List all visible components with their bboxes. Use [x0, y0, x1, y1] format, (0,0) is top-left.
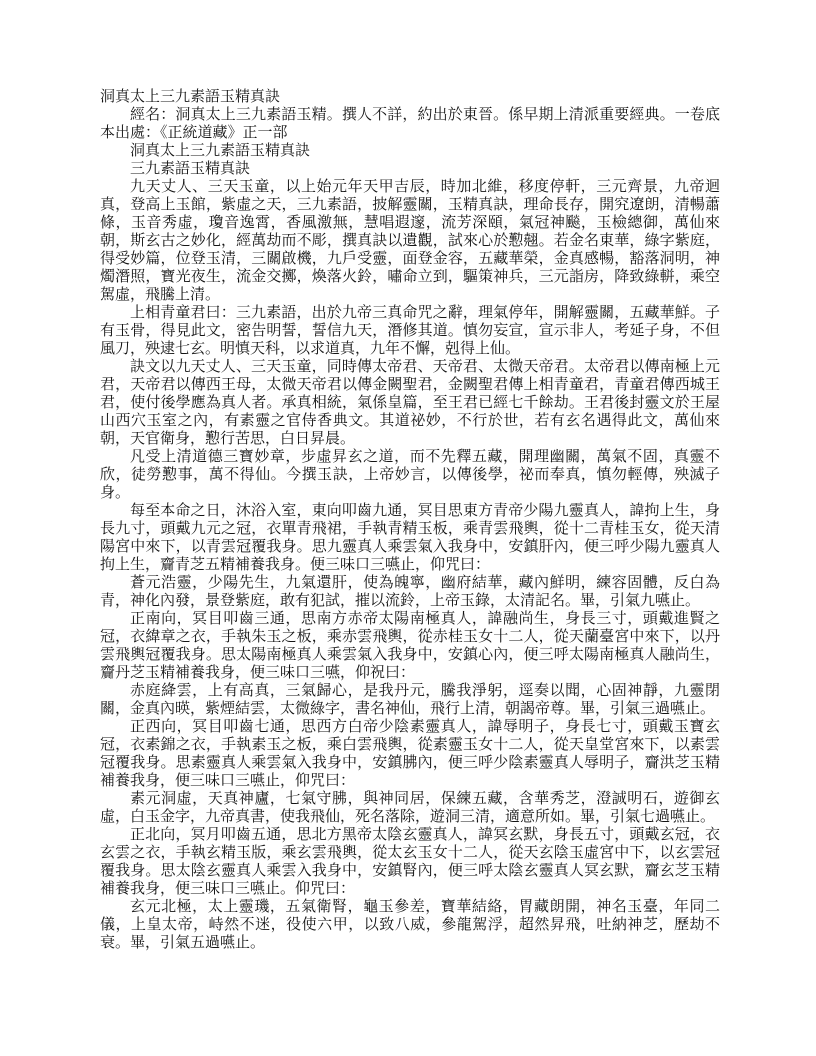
paragraph-section-title: 三九素語玉精真訣: [130, 161, 251, 177]
paragraph: 每至本命之日，沐浴入室，東向叩齒九通，冥目思東方青帝少陽九靈真人，諱拘上生，身長九寸，頭戴九元之冠，衣單青飛裙，手執青精玉板，乘青雲飛輿，從十二青桂玉女，從天清陽宮中來下，以青雲冠覆我身。思九靈真人乘雲氣入我身中，安鎮肝內，便三呼少陽九靈真人拘上生，齎青芝五精補養我身。便三味口三嚥止，仰咒曰：: [100, 503, 720, 573]
paragraph-incantation: 素元洞虛，天真神廬，七氣守胇，與神同居，保練五藏，含華秀芝，澄誠明石，遊御玄虛，白玉金字，九帝真書，使我飛仙，死名落除，遊洞三清，適意所如。畢，引氣七過嚥止。: [100, 791, 720, 825]
paragraph-colophon: 經名：洞真太上三九素語玉精。撰人不詳，約出於東晉。係早期上清派重要經典。一卷底本出處：《正統道藏》正一部: [100, 107, 720, 141]
document-title: 洞真太上三九素語玉精真訣: [100, 89, 281, 105]
paragraph: 訣文以九天丈人、三天玉童，同時傳太帝君、天帝君、太微天帝君。太帝君以傳南極上元君，天帝君以傳西王母，太微天帝君以傳金闕聖君，金闕聖君傳上相青童君，青童君傳西城王君，使付後學應為真人者。承真相統，氣係皇篇，至王君已經七千餘劫。王君後封靈文於王屋山西穴玉室之內，有素靈之官侍香典文。其道祕妙，不行於世，若有玄名遇得此文，萬仙來朝，天官衛身，懃行苦思，白日昇晨。: [100, 359, 720, 447]
paragraph-incantation: 赤庭絳雲，上有高真，三氣歸心，是我丹元，騰我淨躬，逕奏以聞，心固神靜，九靈閉關，金真內暎，紫煙結雲，太微綠字，書名神仙，飛行上清，朝謁帝尊。畢，引氣三過嚥止。: [100, 683, 720, 717]
paragraph: 正南向，冥目叩齒三通，思南方赤帝太陽南極真人，諱融尚生，身長三寸，頭戴進賢之冠，衣緯章之衣，手執朱玉之板，乘赤雲飛輿，從赤桂玉女十二人，從天蘭臺宮中來下，以丹雲飛輿冠覆我身。思太陽南極真人乘雲氣入我身中，安鎮心內，便三呼太陽南極真人融尚生，齎丹芝玉精補養我身，便三味口三嚥，仰祝曰：: [100, 611, 720, 681]
paragraph-incantation: 玄元北極，太上靈璣，五氣衛腎，龜玉參差，寶華結絡，胃藏朗開，神名玉臺，年同二儀，上皇太帝，峙然不迷，役使六甲，以致八威，參龍駕浮，超然昇飛，吐納神芝，歷劫不衰。畢，引氣五過嚥止。: [100, 899, 720, 951]
paragraph-incantation: 蒼元浩靈，少陽先生，九氣還肝，使為魄寧，幽府結華，藏內鮮明，練容固體，反白為青，神化內發，景登紫庭，敢有犯試，摧以流鈴，上帝玉錄，太清記名。畢，引氣九嚥止。: [100, 575, 720, 609]
paragraph: 凡受上清道德三寶妙章，步虛昇玄之道，而不先釋五藏，開理幽關，萬氣不固，真靈不欣，徒勞懃事，萬不得仙。今撰玉訣，上帝妙言，以傳後學，祕而奉真，慎勿輕傳，殃滅子身。: [100, 449, 720, 501]
paragraph: 九天丈人、三天玉童，以上始元年天甲吉辰，時加北維，移度停軒，三元齊景，九帝迴真，登高上玉館，紫虛之天，三九素語，披解靈關，玉精真訣，理命長存，開究遼朗，清暢蕭條，玉音秀虛，瓊音逸霄，香風激無，慧唱遐邃，流芳深頤，氣冠神飈，玉檢總御，萬仙來朝，斯玄古之妙化，經萬劫而不彫，撰真訣以遺觀，試來心於懃翹。若金名東華，綠字紫庭，得受妙篇，位登玉清，三關啟機，九戶受靈，面登金容，五藏華榮，金真感暢，豁落洞明，神燭潛照，寶光夜生，流金交擲，煥落火鈴，嘯命立到，驅策神兵，三元詣房，降致綠軿，乘空駕虛，飛騰上清。: [100, 179, 720, 303]
paragraph-title-repeat: 洞真太上三九素語玉精真訣: [130, 143, 311, 159]
paragraph: 正西向，冥目叩齒七通，思西方白帝少陰素靈真人，諱辱明子，身長七寸，頭戴玉寶玄冠，衣素錦之衣，手執素玉之板，乘白雲飛輿，從素靈玉女十二人，從天皇堂宮來下，以素雲冠覆我身。思素靈真人乘雲氣入我身中，安鎮胇內，便三呼少陰素靈真人辱明子，齎洪芝玉精補養我身，便三味口三嚥止，仰咒曰：: [100, 719, 720, 789]
paragraph: 正北向，冥月叩齒五通，思北方黑帝太陰玄靈真人，諱冥玄默，身長五寸，頭戴玄冠，衣玄雲之衣，手執玄精玉版，乘玄雲飛輿，從太玄玉女十二人，從天玄陰玉虛宮中下，以玄雲冠覆我身。思太陰玄靈真人乘雲入我身中，安鎮腎內，便三呼太陰玄靈真人冥玄默，齎玄芝玉精補養我身，便三味口三嚥止。仰咒曰：: [100, 827, 720, 897]
document-body: [100, 88, 720, 952]
paragraph: 上相青童君曰：三九素語，出於九帝三真命咒之辭，理氣停年，開解靈關，五藏華鮮。子有玉骨，得見此文，密告明誓，誓信九天，潛修其道。慎勿妄宣，宣示非人，考延子身，不但風刀，殃逮七玄。明慎天科，以求道真，九年不懈，剋得上仙。: [100, 305, 720, 357]
